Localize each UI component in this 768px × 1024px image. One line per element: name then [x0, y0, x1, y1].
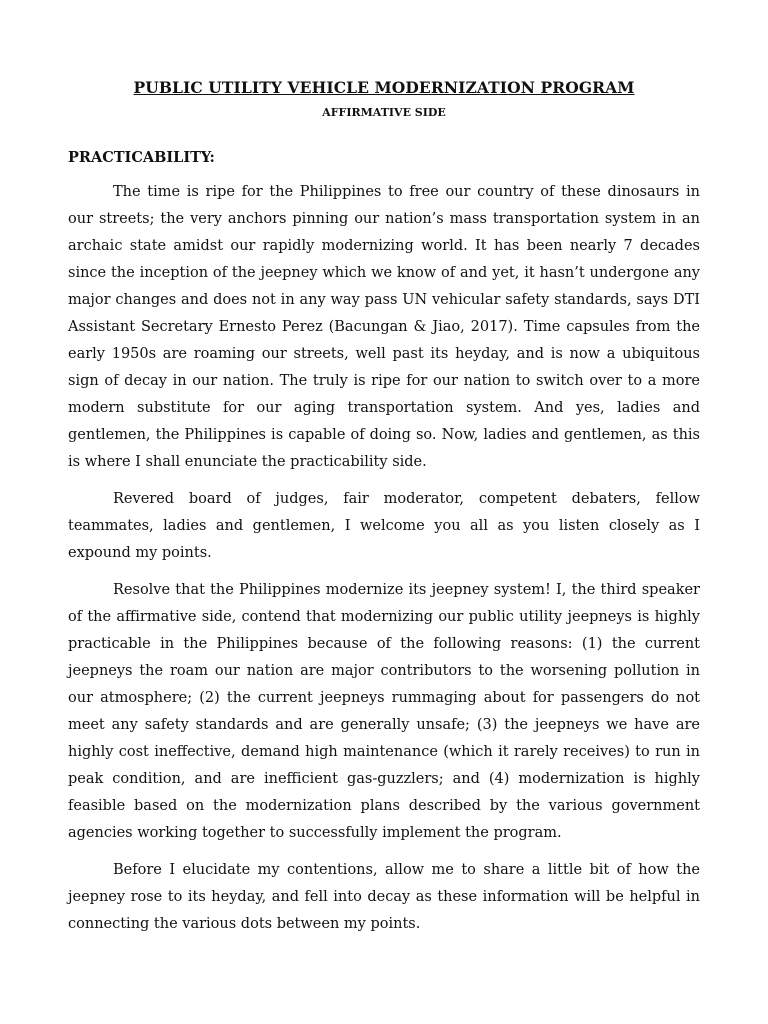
paragraph-greeting: Revered board of judges, fair moderator, competent debaters, fellow teammates, ladies and gentlemen, I welcome you all as you listen closely as I expound my points. [68, 491, 700, 561]
section-heading: PRACTICABILITY: [68, 149, 215, 166]
document-title: PUBLIC UTILITY VEHICLE MODERNIZATION PROGRAM [133, 78, 635, 97]
paragraph-intro: The time is ripe for the Philippines to free our country of these dinosaurs in our streets; the very anchors pinning our nation’s mass transportation system in an archaic state amidst our rapidly modernizing world. It has been nearly 7 decades since the inception of the jeepney which we know of and yet, it hasn’t undergone any major changes and does not in any way pass UN vehicular safety standards, says DTI Assistant Secretary Ernesto Perez (Bacungan & Jiao, 2017). Time capsules from the early 1950s are roaming our streets, well past its heyday, and is now a ubiquitous sign of decay in our nation. The truly is ripe for our nation to switch over to a more modern substitute for our aging transportation system. And yes, ladies and gentlemen, the Philippines is capable of doing so. Now, ladies and gentlemen, as this is where I shall enunciate the practicability side. [68, 184, 700, 470]
paragraph-contentions: Resolve that the Philippines modernize its jeepney system! I, the third speaker of the affirmative side, contend that modernizing our public utility jeepneys is highly practicable in the Philippines because of the following reasons: (1) the current jeepneys the roam our nation are major contributors to the worsening pollution in our atmosphere; (2) the current jeepneys rummaging about for passengers do not meet any safety standards and are generally unsafe; (3) the jeepneys we have are highly cost ineffective, demand high maintenance (which it rarely receives) to run in peak condition, and are inefficient gas-guzzlers; and (4) modernization is highly feasible based on the modernization plans described by the various government agencies working together to successfully implement the program. [68, 582, 700, 841]
document-subtitle: AFFIRMATIVE SIDE [322, 106, 446, 119]
paragraph-history-lead: Before I elucidate my contentions, allow me to share a little bit of how the jeepney rose to its heyday, and fell into decay as these information will be helpful in connecting the various dots between my points. [68, 862, 700, 932]
